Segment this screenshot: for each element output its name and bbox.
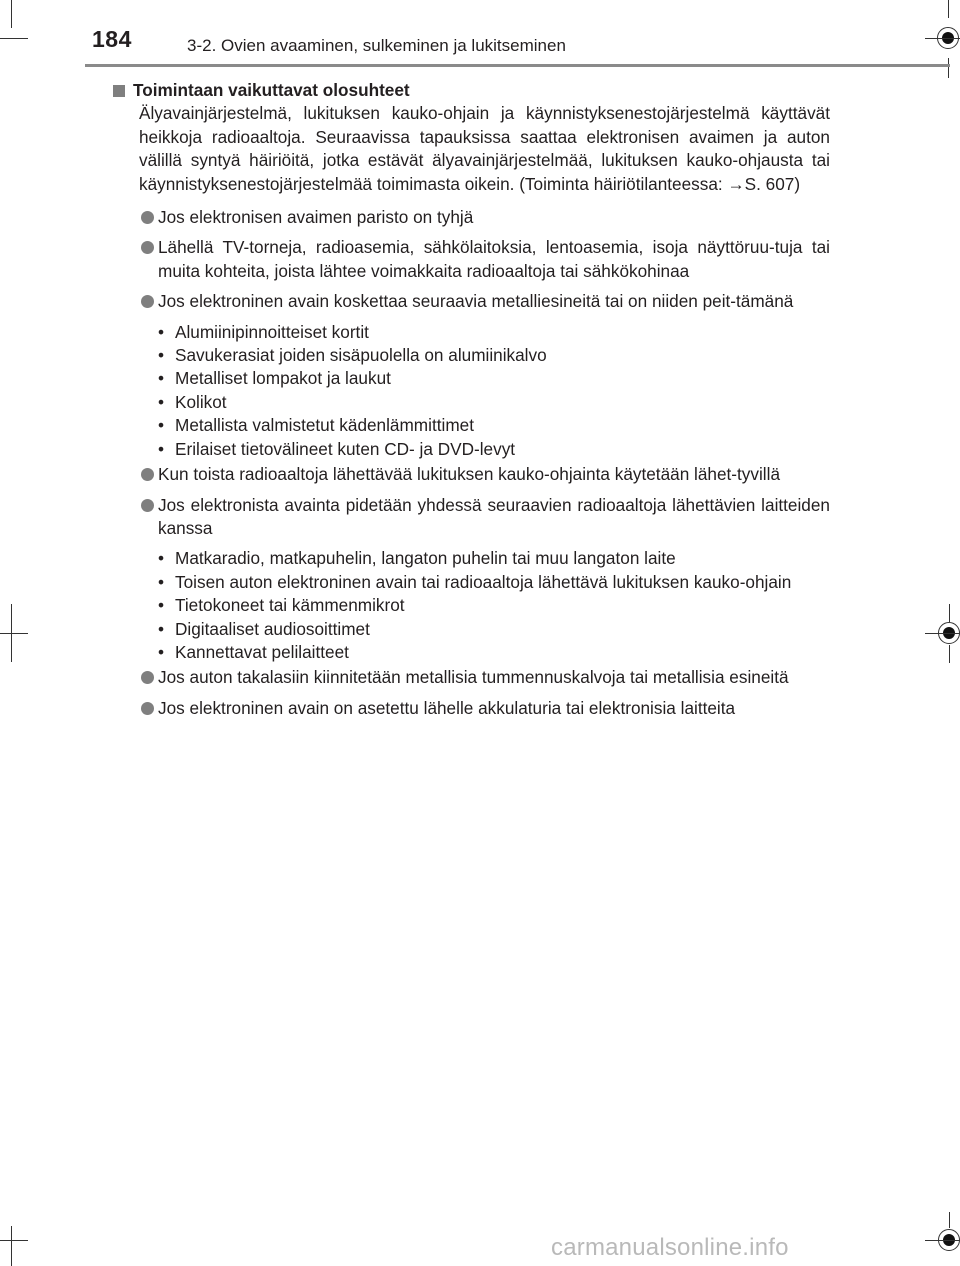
list-item	[112, 206, 830, 229]
sub-list-item: • Metalliset lompakot ja laukut	[158, 367, 830, 390]
list-item-text: Lähellä TV-torneja, radioasemia, sähkölaitoksia, lentoasemia, isoja näyttöruu-tuja tai muita kohteita, joista lähtee voimakkaita radioaaltoja tai sähkökohinaa	[158, 237, 830, 281]
bullet-icon: •	[158, 391, 165, 412]
list-item-text: Jos auton takalasiin kiinnitetään metallisia tummennuskalvoja tai metallisia esineitä	[158, 667, 789, 688]
chapter-title: 3-2. Ovien avaaminen, sulkeminen ja lukitseminen	[187, 36, 566, 55]
list-item	[112, 463, 830, 486]
sub-list-item: • Alumiinipinnoitteiset kortit	[158, 321, 830, 344]
intro-paragraph: Älyavainjärjestelmä, lukituksen kauko-ohjain ja käynnistyksenestojärjestelmä käyttävät heikkoja radioaaltoja. Seuraavissa tapauksissa saattaa elektronisen avaimen ja auton välillä syntyä häiriöitä, jotka estävät älyavainjärjestelmää, lukituksen kauko-ohjausta tai käynnistyksenestojärjestelmää toimimasta oikein. (Toiminta häiriötilanteessa: →S. 607)	[139, 103, 830, 194]
header-rule	[85, 64, 950, 67]
list-item	[112, 236, 830, 283]
bullet-icon: •	[158, 345, 165, 366]
bullet-icon: •	[158, 571, 165, 592]
list-item	[112, 666, 830, 689]
sub-list-item: • Erilaiset tietovälineet kuten CD- ja DVD-levyt	[158, 438, 830, 461]
list-item-text: Jos elektronista avainta pidetään yhdessä seuraavien radioaaltoja lähettävien laitteiden kanssa	[158, 494, 830, 538]
page-number: 184	[92, 26, 132, 52]
list-item	[112, 290, 830, 313]
list-item-text: Kun toista radioaaltoja lähettävää lukituksen kauko-ohjainta käytetään lähet-tyvillä	[158, 464, 780, 485]
bullet-icon: •	[158, 321, 165, 342]
section-heading-text: Toimintaan vaikuttavat olosuhteet	[133, 80, 410, 100]
page-content	[112, 79, 830, 720]
sub-list-item: • Kolikot	[158, 391, 830, 414]
list-item-text: Jos elektroninen avain koskettaa seuraavia metalliesineitä tai on niiden peit-tämänä	[158, 291, 794, 312]
sub-list-item: • Digitaaliset audiosoittimet	[158, 618, 830, 641]
list-item	[112, 697, 830, 720]
round-bullet-icon	[141, 702, 154, 715]
sub-list-item: • Kannettavat pelilaitteet	[158, 641, 830, 664]
bullet-icon: •	[158, 595, 165, 616]
watermark: carmanualsonline.info	[551, 1234, 789, 1261]
sub-list-item: • Savukerasiat joiden sisäpuolella on alumiinikalvo	[158, 344, 830, 367]
metal-objects-list	[112, 321, 830, 461]
bullet-icon: •	[158, 548, 165, 569]
round-bullet-icon	[141, 468, 154, 481]
bullet-icon: •	[158, 368, 165, 389]
bullet-icon: •	[158, 618, 165, 639]
round-bullet-icon	[141, 295, 154, 308]
bullet-icon: •	[158, 641, 165, 662]
list-item	[112, 494, 830, 541]
bullet-icon: •	[158, 415, 165, 436]
radio-devices-list	[112, 547, 830, 664]
sub-list-item: • Matkaradio, matkapuhelin, langaton puhelin tai muu langaton laite	[158, 547, 830, 570]
round-bullet-icon	[141, 211, 154, 224]
square-bullet-icon	[113, 85, 125, 97]
list-item-text: Jos elektronisen avaimen paristo on tyhjä	[158, 207, 474, 228]
sub-list-item: • Toisen auton elektroninen avain tai radioaaltoja lähettävä lukituksen kauko-ohjain	[158, 571, 830, 594]
sub-list-item: • Metallista valmistetut kädenlämmittimet	[158, 414, 830, 437]
round-bullet-icon	[141, 499, 154, 512]
bullet-icon: •	[158, 438, 165, 459]
round-bullet-icon	[141, 671, 154, 684]
round-bullet-icon	[141, 241, 154, 254]
list-item-text: Jos elektroninen avain on asetettu lähelle akkulaturia tai elektronisia laitteita	[158, 697, 736, 718]
sub-list-item: • Tietokoneet tai kämmenmikrot	[158, 594, 830, 617]
section-heading	[112, 79, 830, 102]
